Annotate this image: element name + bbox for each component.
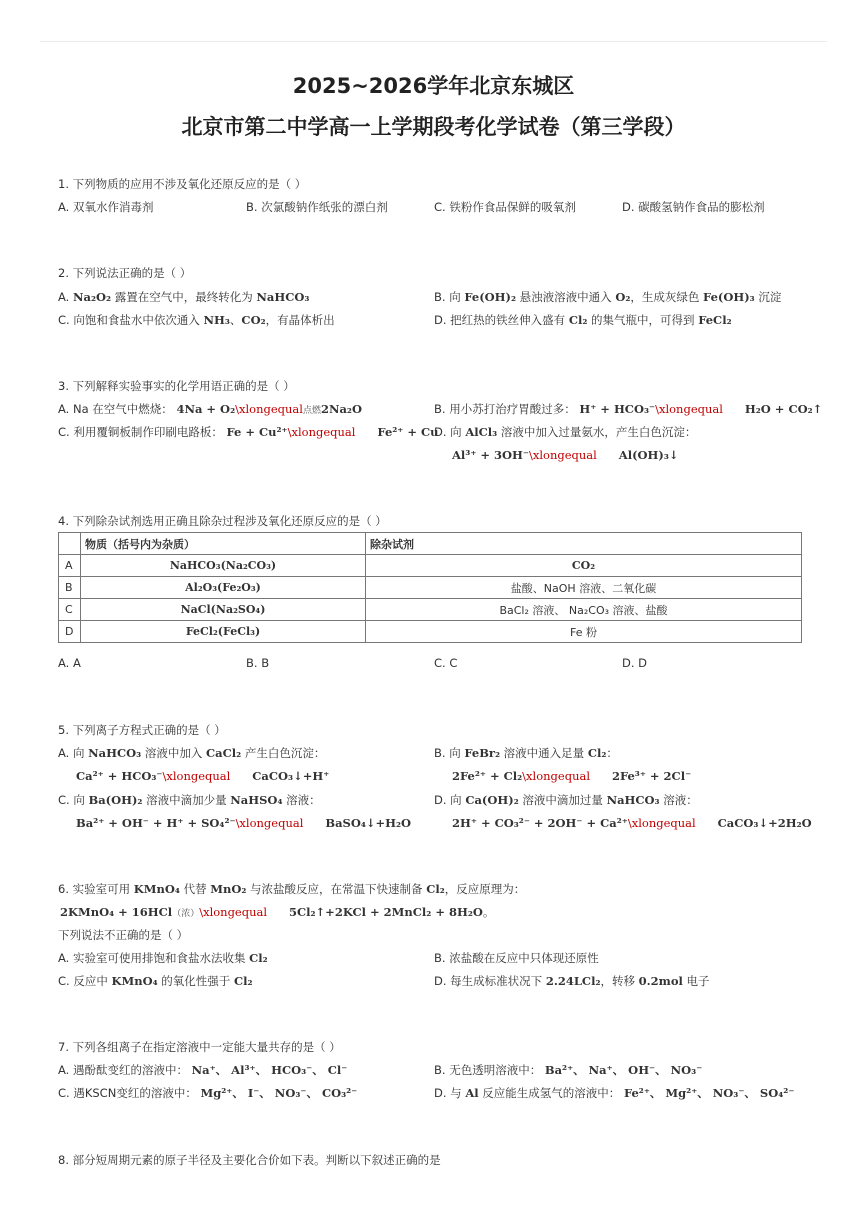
q2-option-d: D. 把红热的铁丝伸入盛有 Cl₂ 的集气瓶中，可得到 FeCl₂ <box>434 313 732 327</box>
q2-option-a: A. Na₂O₂ 露置在空气中，最终转化为 NaHCO₃ <box>58 290 310 304</box>
table-cell-label: B <box>59 577 81 599</box>
question-6-stem: 6. 实验室可用 KMnO₄ 代替 MnO₂ 与浓盐酸反应，在常温下快速制备 Cl₂，反应原理为： <box>58 882 526 896</box>
table-row <box>59 621 802 643</box>
question-8-stem: 8. 部分短周期元素的原子半径及主要化合价如下表。判断以下叙述正确的是 <box>58 1153 441 1167</box>
q6-reaction-equation: 2KMnO₄ + 16HCl（浓）\xlongequal 5Cl₂↑+2KCl + 2MnCl₂ + 8H₂O。 <box>60 905 495 919</box>
q4-option-b: B. B <box>246 656 270 670</box>
table-cell-reagent: 盐酸、NaOH 溶液、二氧化碳 <box>366 577 802 599</box>
q4-option-a: A. A <box>58 656 81 670</box>
title-line-2: 北京市第二中学高一上学期段考化学试卷（第三学段） <box>181 115 686 139</box>
q3-option-d: D. 向 AlCl₃ 溶液中加入过量氨水，产生白色沉淀： <box>434 425 697 439</box>
q1-option-c: C. 铁粉作食品保鲜的吸氧剂 <box>434 200 576 214</box>
table-row <box>59 599 802 621</box>
table-cell-label: C <box>59 599 81 621</box>
q1-option-d: D. 碳酸氢钠作食品的膨松剂 <box>622 200 765 214</box>
q6-option-d: D. 每生成标准状况下 2.24LCl₂，转移 0.2mol 电子 <box>434 974 710 988</box>
q5-option-d: D. 向 Ca(OH)₂ 溶液中滴加过量 NaHCO₃ 溶液： <box>434 793 698 807</box>
table-row <box>59 577 802 599</box>
table-cell-reagent: Fe 粉 <box>366 621 802 643</box>
question-7-stem: 7. 下列各组离子在指定溶液中一定能大量共存的是（ ） <box>58 1040 341 1054</box>
q1-option-b: B. 次氯酸钠作纸张的漂白剂 <box>246 200 388 214</box>
q7-option-d: D. 与 Al 反应能生成氢气的溶液中： Fe²⁺、 Mg²⁺、 NO₃⁻、 SO₄²⁻ <box>434 1086 795 1100</box>
q7-option-b: B. 无色透明溶液中： Ba²⁺、 Na⁺、 OH⁻、 NO₃⁻ <box>434 1063 703 1077</box>
q1-option-a: A. 双氧水作消毒剂 <box>58 200 154 214</box>
q4-option-d: D. D <box>622 656 648 670</box>
table-header-cell: 除杂试剂 <box>366 533 802 555</box>
table-row <box>59 555 802 577</box>
q2-option-b: B. 向 Fe(OH)₂ 悬浊液溶液中通入 O₂，生成灰绿色 Fe(OH)₃ 沉淀 <box>434 290 782 304</box>
table-cell-substance: NaHCO₃(Na₂CO₃) <box>81 555 366 577</box>
table-cell-label: D <box>59 621 81 643</box>
question-2-stem: 2. 下列说法正确的是（ ） <box>58 266 192 280</box>
question-1-stem: 1. 下列物质的应用不涉及氧化还原反应的是（ ） <box>58 177 307 191</box>
q3-option-d-equation: Al³⁺ + 3OH⁻\xlongequal Al(OH)₃↓ <box>452 448 679 462</box>
q5-option-b-equation: 2Fe²⁺ + Cl₂\xlongequal 2Fe³⁺ + 2Cl⁻ <box>452 769 692 783</box>
q4-option-c: C. C <box>434 656 458 670</box>
q6-option-b: B. 浓盐酸在反应中只体现还原性 <box>434 951 599 965</box>
table-cell-substance: Al₂O₃(Fe₂O₃) <box>81 577 366 599</box>
page-top-rule <box>40 41 827 42</box>
q3-option-a: A. Na 在空气中燃烧： 4Na + O₂\xlongequal点燃2Na₂O <box>58 402 362 416</box>
q5-option-a-equation: Ca²⁺ + HCO₃⁻\xlongequal CaCO₃↓+H⁺ <box>76 769 330 783</box>
table-cell-substance: NaCl(Na₂SO₄) <box>81 599 366 621</box>
title-line-1: 2025~2026学年北京东城区 <box>292 74 575 98</box>
q5-option-c: C. 向 Ba(OH)₂ 溶液中滴加少量 NaHSO₄ 溶液： <box>58 793 321 807</box>
q2-option-c: C. 向饱和食盐水中依次通入 NH₃、CO₂，有晶体析出 <box>58 313 335 327</box>
table-cell-substance: FeCl₂(FeCl₃) <box>81 621 366 643</box>
table-cell-reagent: CO₂ <box>366 555 802 577</box>
table-cell-label: A <box>59 555 81 577</box>
table-header-cell <box>59 533 81 555</box>
q6-sub-question: 下列说法不正确的是（ ） <box>58 928 189 942</box>
q7-option-a: A. 遇酚酞变红的溶液中： Na⁺、 Al³⁺、 HCO₃⁻、 Cl⁻ <box>58 1063 348 1077</box>
q6-option-a: A. 实验室可使用排饱和食盐水法收集 Cl₂ <box>58 951 268 965</box>
table-header-row <box>59 533 802 555</box>
q5-option-a: A. 向 NaHCO₃ 溶液中加入 CaCl₂ 产生白色沉淀： <box>58 746 326 760</box>
table-header-cell: 物质（括号内为杂质） <box>81 533 366 555</box>
q3-option-c: C. 利用覆铜板制作印刷电路板： Fe + Cu²⁺\xlongequal Fe²⁺ + Cu <box>58 425 439 439</box>
question-3-stem: 3. 下列解释实验事实的化学用语正确的是（ ） <box>58 379 295 393</box>
q5-option-d-equation: 2H⁺ + CO₃²⁻ + 2OH⁻ + Ca²⁺\xlongequal CaCO₃↓+2H₂O <box>452 816 812 830</box>
q7-option-c: C. 遇KSCN变红的溶液中： Mg²⁺、 I⁻、 NO₃⁻、 CO₃²⁻ <box>58 1086 358 1100</box>
impurity-removal-table <box>58 532 802 643</box>
table-cell-reagent: BaCl₂ 溶液、 Na₂CO₃ 溶液、盐酸 <box>366 599 802 621</box>
question-5-stem: 5. 下列离子方程式正确的是（ ） <box>58 723 226 737</box>
question-4-stem: 4. 下列除杂试剂选用正确且除杂过程涉及氧化还原反应的是（ ） <box>58 514 387 528</box>
q6-option-c: C. 反应中 KMnO₄ 的氧化性强于 Cl₂ <box>58 974 253 988</box>
q5-option-b: B. 向 FeBr₂ 溶液中通入足量 Cl₂： <box>434 746 618 760</box>
q5-option-c-equation: Ba²⁺ + OH⁻ + H⁺ + SO₄²⁻\xlongequal BaSO₄↓+H₂O <box>76 816 412 830</box>
q3-option-b: B. 用小苏打治疗胃酸过多： H⁺ + HCO₃⁻\xlongequal H₂O + CO₂↑ <box>434 402 823 416</box>
